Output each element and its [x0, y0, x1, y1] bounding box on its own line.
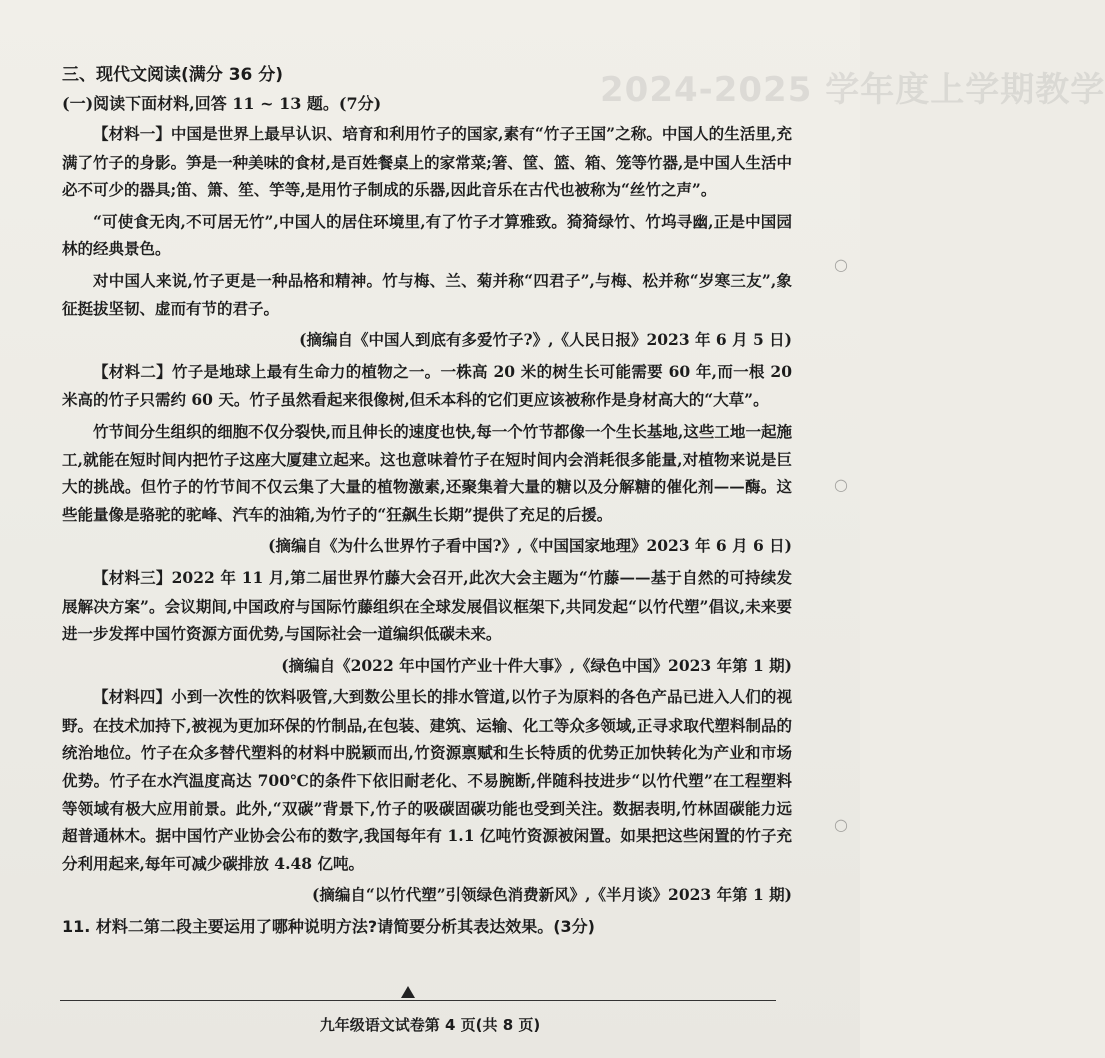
- material-source: (摘编自《为什么世界竹子看中国?》,《中国国家地理》2023 年 6 月 6 日): [268, 536, 792, 556]
- continue-triangle-icon: [401, 986, 415, 998]
- material-paragraph: 【材料一】中国是世界上最早认识、培育和利用竹子的国家,素有“竹子王国”之称。中国人的生活里,充满了竹子的身影。笋是一种美味的食材,是百姓餐桌上的家常菜;箸、筐、篮、箱、笼等竹器,是中国人生活中必不可少的器具;笛、箫、笙、竽等,是用竹子制成的乐器,因此音乐在古代也被称为“丝竹之声”。: [62, 124, 792, 200]
- page-footer: 九年级语文试卷第 4 页(共 8 页): [319, 1016, 541, 1034]
- material-paragraph: 竹节间分生组织的细胞不仅分裂快,而且伸长的速度也快,每一个竹节都像一个生长基地,这些工地一起施工,就能在短时间内把竹子这座大厦建立起来。这也意味着竹子在短时间内会消耗很多能量,对植物来说是巨大的挑战。但竹子的竹节间不仅云集了大量的植物激素,还聚集着大量的糖以及分解糖的催化剂——酶。这些能量像是骆驼的驼峰、汽车的油箱,为竹子的“狂飙生长期”提供了充足的后援。: [62, 421, 792, 524]
- material-source: (摘编自《2022 年中国竹产业十件大事》,《绿色中国》2023 年第 1 期): [281, 655, 792, 675]
- material-paragraph: 【材料四】小到一次性的饮料吸管,大到数公里长的排水管道,以竹子为原料的各色产品已进入人们的视野。在技术加持下,被视为更加环保的竹制品,在包装、建筑、运输、化工等众多领域,正寻求取代塑料制品的统治地位。竹子在众多替代塑料的材料中脱颖而出,竹资源禀赋和生长特质的优势正加快转化为产业和市场优势。竹子在水汽温度高达 700℃的条件下依旧耐老化、不易腕断,伴随科技进步“以竹代塑”在工程塑料等领域有极大应用前景。此外,“双碳”背景下,竹子的吸碳固碳功能也受到关注。数据表明,竹林固碳能力远超普通林木。据中国竹产业协会公布的数字,我国每年有 1.1 亿吨竹资源被闲置。如果把这些闲置的竹子充分利用起来,每年可减少碳排放 4.48 亿吨。: [62, 687, 792, 873]
- margin-mark: ○: [834, 815, 848, 834]
- material-4: [62, 683, 792, 909]
- reading-section: [62, 60, 792, 941]
- section-title: 三、现代文阅读(满分 36 分): [62, 65, 284, 85]
- material-2: [62, 358, 792, 560]
- material-paragraph: 对中国人来说,竹子更是一种品格和精神。竹与梅、兰、菊并称“四君子”,与梅、松并称“岁寒三友”,象征挺拔坚韧、虚而有节的君子。: [62, 270, 792, 318]
- material-source: (摘编自《中国人到底有多爱竹子?》,《人民日报》2023 年 6 月 5 日): [299, 330, 792, 350]
- sub-title: (一)阅读下面材料,回答 11 ~ 13 题。(7分): [62, 94, 382, 113]
- material-paragraph: “可使食无肉,不可居无竹”,中国人的居住环境里,有了竹子才算雅致。猗猗绿竹、竹坞寻幽,正是中国园林的经典景色。: [62, 211, 792, 259]
- material-label: 【材料三】: [93, 568, 172, 587]
- margin-mark: ○: [834, 475, 848, 494]
- margin-mark: ○: [834, 255, 848, 274]
- footer-rule: [60, 1000, 776, 1001]
- material-label: 【材料四】: [93, 688, 172, 707]
- material-source: (摘编自“以竹代塑”引领绿色消费新风》,《半月谈》2023 年第 1 期): [311, 885, 792, 905]
- material-1: [62, 120, 792, 354]
- material-label: 【材料一】: [93, 125, 171, 143]
- question-11: 11. 材料二第二段主要运用了哪种说明方法?请简要分析其表达效果。(3分): [62, 917, 595, 937]
- material-label: 【材料二】: [93, 362, 172, 381]
- material-paragraph: 【材料三】2022 年 11 月,第二届世界竹藤大会召开,此次大会主题为“竹藤——基于自然的可持续发展解决方案”。会议期间,中国政府与国际竹藤组织在全球发展倡议框架下,共同发起“以竹代塑”倡议,未来要进一步发挥中国竹资源方面优势,与国际社会一道编织低碳未来。: [62, 567, 792, 644]
- material-3: [62, 564, 792, 679]
- material-paragraph: 【材料二】竹子是地球上最有生命力的植物之一。一株高 20 米的树生长可能需要 60 年,而一根 20 米高的竹子只需约 60 天。竹子虽然看起来很像树,但禾本科的它们更应该被称作是身材高大的“大草”。: [62, 361, 792, 410]
- bleed-through-header: 2024-2025 学年度上学期教学: [600, 70, 1105, 110]
